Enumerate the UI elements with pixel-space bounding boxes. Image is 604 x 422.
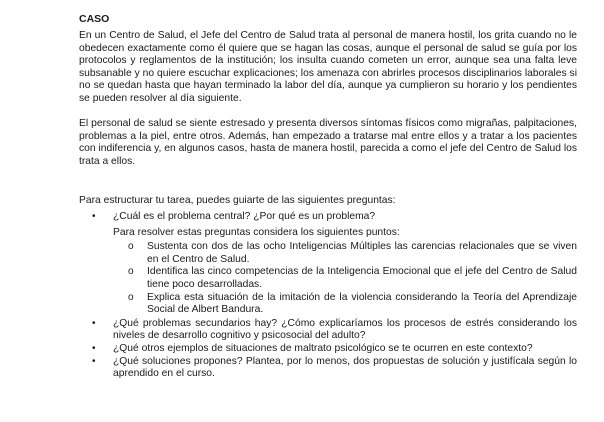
circle-bullet-icon: o: [128, 266, 134, 278]
circle-bullet-icon: o: [128, 291, 134, 303]
sub-points-block: [79, 227, 577, 317]
sub-points-list: [79, 241, 577, 317]
sub-point-text: Explica esta situación de la imitación de la violencia considerando la Teoría del Aprendizaje Social de Albert Bandura.: [147, 291, 577, 316]
questions-list: [79, 211, 577, 381]
question-text: ¿Qué soluciones propones? Plantea, por lo menos, dos propuestas de solución y justifícala según lo aprendido en el curso.: [113, 355, 577, 380]
sub-point-item: [79, 292, 577, 317]
question-item: [79, 211, 577, 224]
question-item: [79, 318, 577, 343]
question-item: [79, 343, 577, 356]
case-paragraph-1: En un Centro de Salud, el Jefe del Centro de Salud trata al personal de manera hostil, los grita cuando no le obedecen exactamente como él quiere que se hagan las cosas, aunque el personal de salud se guía por los protocolos y reglamentos de la institución; los insulta cuando cometen un error, aunque sea una falta leve subsanable y no quiere escuchar explicaciones; los amenaza con abrirles procesos disciplinarios laborales si no se quedan hasta que hayan terminado la labor del día, aunque ya cumplieron su horario y los pendientes se pueden resolver al día siguiente.: [79, 30, 577, 104]
question-text: ¿Qué problemas secundarios hay? ¿Cómo explicaríamos los procesos de estrés considerando los niveles de desarrollo cognitivo y psicosocial del adulto?: [113, 317, 577, 342]
case-title: CASO: [79, 13, 110, 25]
questions-intro: Para estructurar tu tarea, puedes guiarte de las siguientes preguntas:: [79, 195, 396, 206]
sub-point-text: Identifica las cinco competencias de la Inteligencia Emocional que el jefe del Centro de Salud tiene poco desarrolladas.: [147, 266, 577, 290]
case-paragraph-2: El personal de salud se siente estresado y presenta diversos síntomas físicos como migrañas, palpitaciones, problemas a la piel, entre otros. Además, han empezado a tratarse mal entre ellos y a tratar a los pacientes con indiferencia y, en algunos casos, hasta de manera hostil, parecida a como el jefe del Centro de Salud los trata a ellos.: [79, 118, 577, 167]
circle-bullet-icon: o: [128, 241, 134, 253]
question-text: ¿Cuál es el problema central? ¿Por qué es un problema?: [113, 211, 376, 222]
question-item: [79, 356, 577, 381]
sub-points-intro: Para resolver estas preguntas considera los siguientes puntos:: [113, 226, 400, 238]
sub-point-item: [79, 241, 577, 266]
sub-point-text: Sustenta con dos de las ocho Inteligencias Múltiples las carencias relacionales que se viven en el Centro de Salud.: [147, 241, 577, 265]
bullet-icon: •: [92, 355, 96, 367]
bullet-icon: •: [92, 342, 96, 354]
sub-point-item: [79, 266, 577, 291]
bullet-icon: •: [92, 317, 96, 329]
bullet-icon: •: [92, 211, 96, 222]
question-text: ¿Qué otros ejemplos de situaciones de maltrato psicológico se te ocurren en este contexto?: [113, 342, 533, 354]
